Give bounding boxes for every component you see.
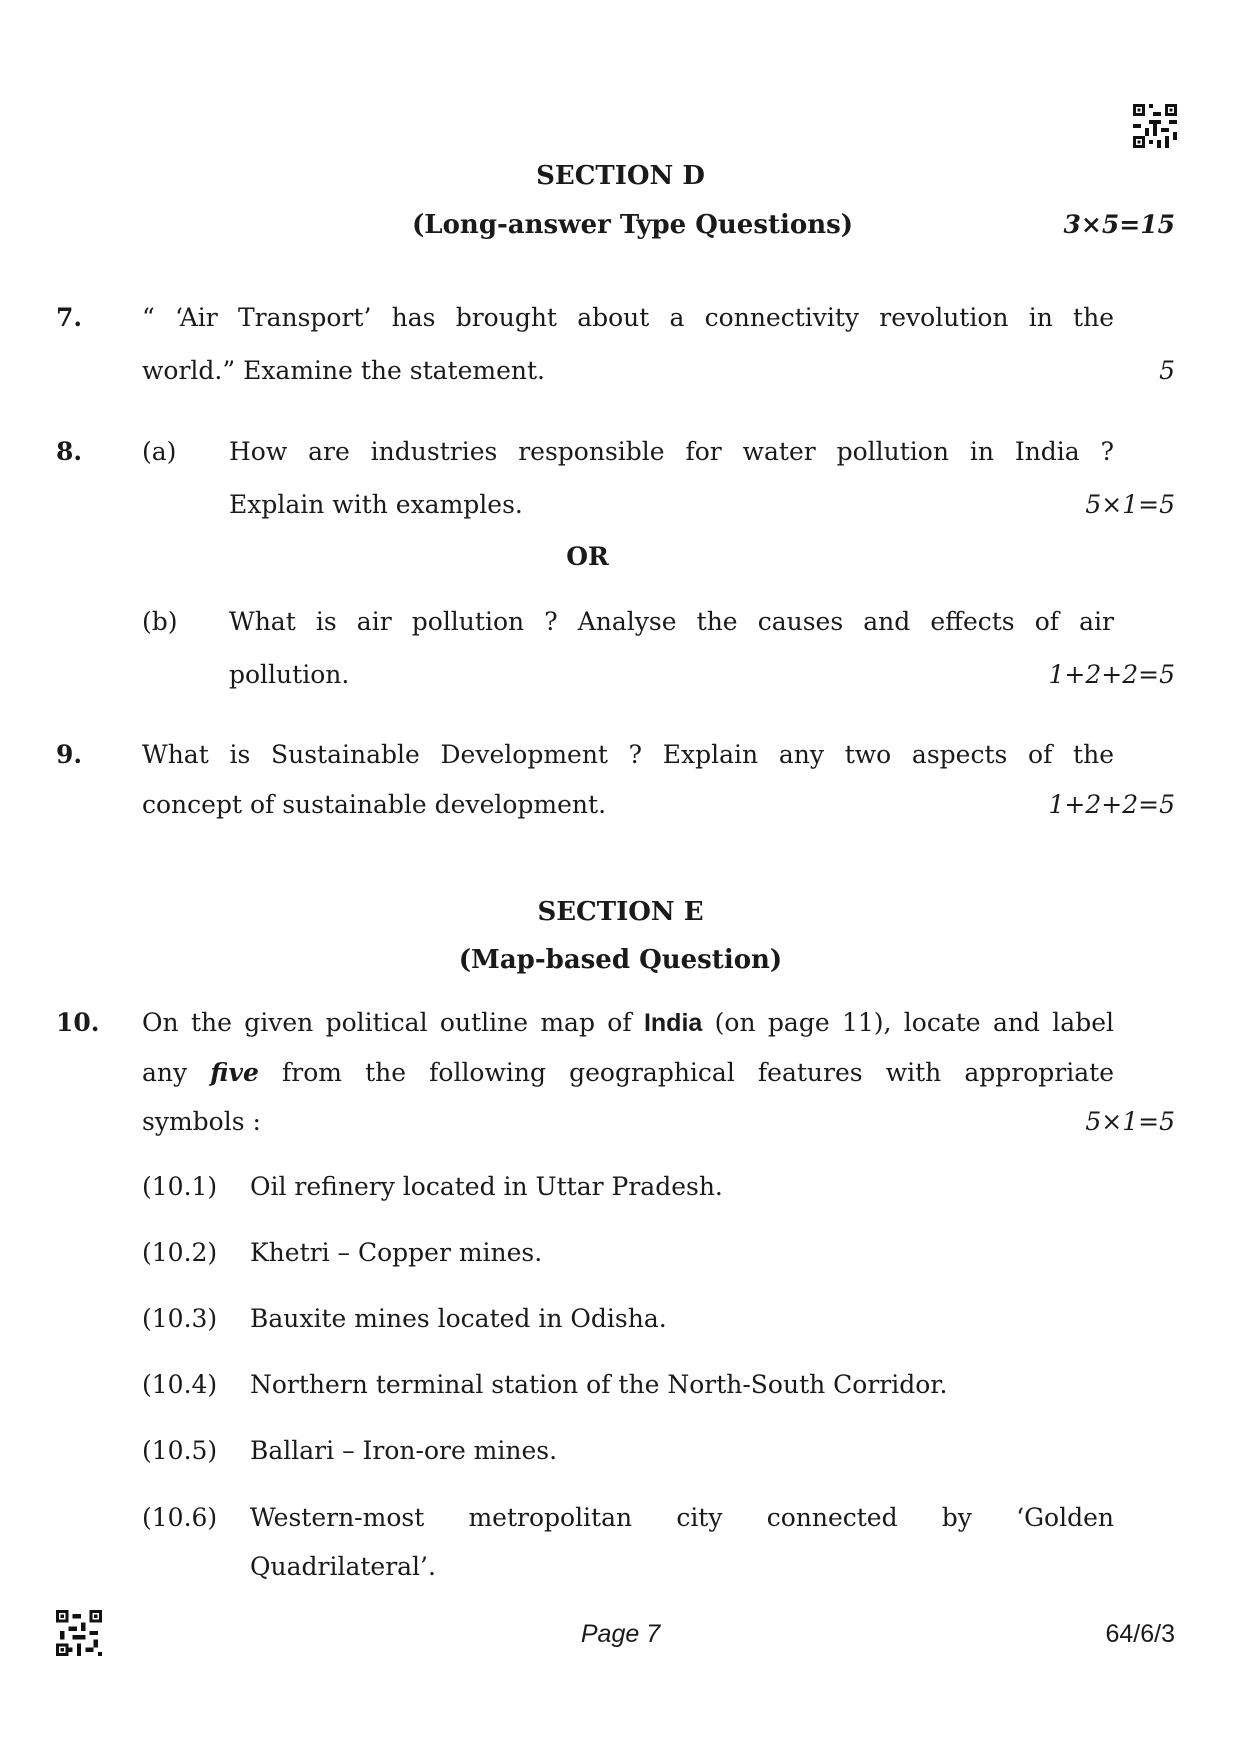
question-text: What is air pollution ? Analyse the causes and effects of air	[229, 607, 1114, 636]
list-item-label: (10.3)	[142, 1304, 218, 1333]
question-marks: 5×1=5	[1085, 490, 1175, 519]
section-d-subtitle: (Long-answer Type Questions)	[412, 210, 854, 240]
question-text: concept of sustainable development.	[142, 790, 607, 819]
section-d-marks: 3×5=15	[1063, 210, 1175, 239]
or-separator: OR	[566, 542, 609, 571]
question-number: 7.	[56, 303, 83, 332]
question-number: 10.	[56, 1008, 100, 1037]
question-number: 9.	[56, 740, 83, 769]
section-e-title: SECTION E	[537, 897, 704, 927]
question-text: world.” Examine the statement.	[142, 356, 545, 385]
emphasis-text: five	[210, 1058, 259, 1087]
question-text: “ ‘Air Transport’ has brought about a connectivity revolution in the	[142, 303, 1114, 332]
qr-code-icon	[1133, 104, 1177, 148]
list-item: Northern terminal station of the North-South Corridor.	[250, 1370, 948, 1399]
list-item-label: (10.4)	[142, 1370, 218, 1399]
section-e-subtitle: (Map-based Question)	[458, 945, 783, 975]
list-item: Ballari – Iron-ore mines.	[250, 1436, 558, 1465]
paper-code: 64/6/3	[1105, 1620, 1175, 1648]
question-text: pollution.	[229, 660, 350, 689]
question-number: 8.	[56, 437, 83, 466]
question-marks: 1+2+2=5	[1048, 660, 1175, 689]
list-item-label: (10.6)	[142, 1503, 218, 1532]
emphasis-text: India	[643, 1009, 703, 1037]
question-text: any five from the following geographical features with appropriate	[142, 1058, 1114, 1087]
question-marks: 1+2+2=5	[1048, 790, 1175, 819]
list-item: Western-most metropolitan city connected by ‘Golden	[250, 1503, 1114, 1532]
list-item: Bauxite mines located in Odisha.	[250, 1304, 667, 1333]
section-d-title: SECTION D	[536, 161, 705, 191]
question-text: What is Sustainable Development ? Explain any two aspects of the	[142, 740, 1114, 769]
question-text: On the given political outline map of India (on page 11), locate and label	[142, 1008, 1114, 1037]
question-text: symbols :	[142, 1107, 261, 1136]
page-number: Page 7	[580, 1620, 661, 1648]
option-label: (a)	[142, 437, 177, 466]
question-text: Explain with examples.	[229, 490, 523, 519]
question-marks: 5×1=5	[1085, 1107, 1175, 1136]
question-marks: 5	[1159, 356, 1175, 385]
list-item: Oil refinery located in Uttar Pradesh.	[250, 1172, 723, 1201]
list-item-label: (10.2)	[142, 1238, 218, 1267]
list-item: Khetri – Copper mines.	[250, 1238, 543, 1267]
question-text: How are industries responsible for water pollution in India ?	[229, 437, 1114, 466]
list-item-label: (10.1)	[142, 1172, 218, 1201]
option-label: (b)	[142, 607, 178, 636]
list-item-continuation: Quadrilateral’.	[250, 1552, 436, 1581]
list-item-label: (10.5)	[142, 1436, 218, 1465]
